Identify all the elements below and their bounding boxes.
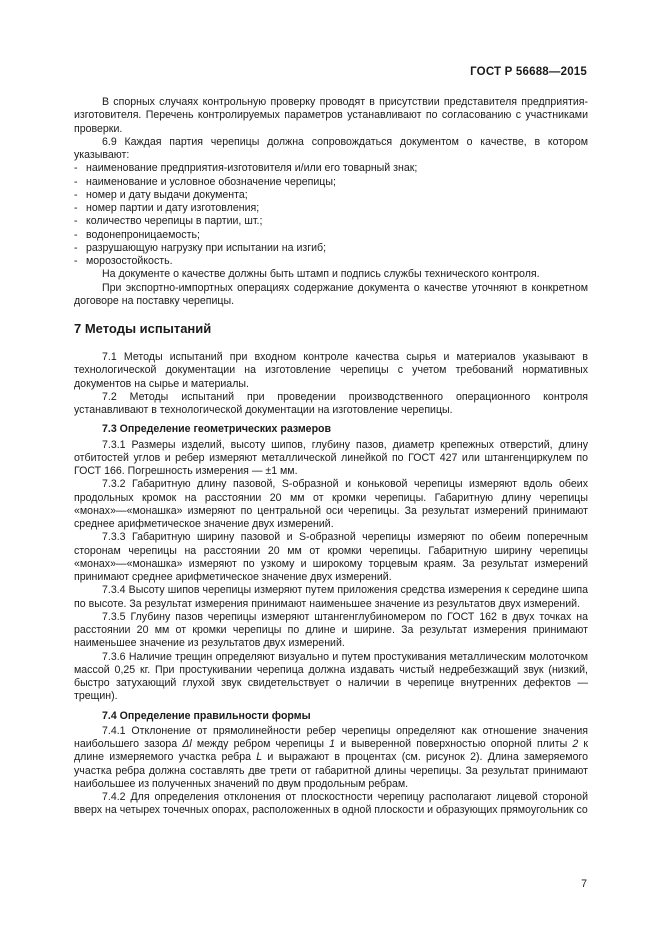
page-body	[74, 96, 588, 818]
list-item: - наименование и условное обозначение черепицы;	[74, 175, 336, 188]
list-item: - морозостойкость.	[74, 255, 173, 267]
list-item: - водонепроницаемость;	[74, 228, 200, 241]
paragraph-dispute: В спорных случаях контрольную проверку проводят в присутствии представителя предприятия-изготовителя. Перечень контролируемых параметров устанавливают по согласованию с участниками проверки.	[74, 96, 588, 135]
paragraph-6-9: 6.9 Каждая партия черепицы должна сопровождаться документом о качестве, в котором указывают:	[74, 135, 588, 161]
paragraph-7-2: 7.2 Методы испытаний при проведении производственного операционного контроля устанавливают в технологической документации на изготовление черепицы.	[74, 390, 588, 416]
paragraph-7-3-3: 7.3.3 Габаритную ширину пазовой и S-образной черепицы измеряют по обеим поперечным сторонам черепицы на расстоянии 20 мм от кромки черепицы. Габаритную ширину черепицы «монах»—«монашка» измеряют по узкому и широкому торцевым краям. За результат измерений принимают среднее арифметическое значение двух измерений.	[74, 531, 588, 583]
document-header: ГОСТ Р 56688—2015	[470, 66, 587, 78]
paragraph-7-3-5: 7.3.5 Глубину пазов черепицы измеряют штангенглубиномером по ГОСТ 162 в двух точках на расстоянии 20 мм от кромки черепицы по длине и ширине. За результат измерения принимают наименьшее значение из результатов двух измерений.	[74, 610, 588, 650]
paragraph-7-1: 7.1 Методы испытаний при входном контроле качества сырья и материалов указывают в технологической документации на изготовление черепицы с учетом требований нормативных документов на сырье и материалы.	[74, 351, 588, 390]
subsection-7-3-title: 7.3 Определение геометрических размеров	[102, 423, 332, 436]
list-item: - наименование предприятия-изготовителя и/или его товарный знак;	[74, 162, 418, 175]
paragraph-export: При экспортно-импортных операциях содержание документа о качестве уточняют в конкретном договоре на поставку черепицы.	[74, 281, 588, 307]
list-item: - количество черепицы в партии, шт.;	[74, 215, 263, 228]
paragraph-7-4-2: 7.4.2 Для определения отклонения от плоскостности черепицу располагают лицевой стороной вверх на четырех точечных опорах, расположенных в одной плоскости и образующих прямоугольник со	[74, 791, 588, 817]
page-number: 7	[581, 878, 587, 890]
paragraph-7-4-1: 7.4.1 Отклонение от прямолинейности ребер черепицы определяют как отношение значения наибольшего зазора Δl между ребром черепицы 1 и выверенной поверхностью опорной плиты 2 к длине измеряемого участка ребра L и выражают в процентах (см. рисунок 2). Длина замеряемого участка ребра должна составлять две трети от габаритной длины черепицы. За результат принимают наибольшее из полученных значений по двум продольным ребрам.	[74, 724, 589, 790]
quality-document-list	[74, 162, 588, 268]
paragraph-7-3-6: 7.3.6 Наличие трещин определяют визуально и путем простукивания металлическим молоточком массой 0,25 кг. При простукивании черепица должна издавать чистый недребезжащий звук (низкий, быстро затухающий глухой звук свидетельствует о наличии в черепице внутренних дефектов — трещин).	[74, 650, 588, 703]
list-item: - разрушающую нагрузку при испытании на изгиб;	[74, 241, 327, 254]
list-item: - номер и дату выдачи документа;	[74, 188, 248, 201]
section-7-title: 7 Методы испытаний	[74, 321, 212, 336]
subsection-7-4-title: 7.4 Определение правильности формы	[102, 709, 311, 722]
paragraph-7-3-1: 7.3.1 Размеры изделий, высоту шипов, глубину пазов, диаметр крепежных отверстий, длину отбитостей углов и ребер измеряют металлической линейкой по ГОСТ 427 или штангенциркулем по ГОСТ 166. Погрешность измерения — ±1 мм.	[74, 438, 588, 477]
paragraph-7-3-2: 7.3.2 Габаритную длину пазовой, S-образной и коньковой черепицы измеряют вдоль обеих продольных кромок на расстоянии 20 мм от кромки черепицы. Габаритную длину черепицы «монах»—«монашка» измеряют по центральной оси черепицы. За результат измерений принимают среднее арифметическое значение двух измерений.	[74, 478, 588, 530]
paragraph-7-3-4: 7.3.4 Высоту шипов черепицы измеряют путем приложения средства измерения к середине шипа по высоте. За результат измерения принимают наименьшее значение из результатов двух измерений.	[74, 584, 588, 610]
list-item: - номер партии и дату изготовления;	[74, 202, 260, 214]
paragraph-stamp: На документе о качестве должны быть штамп и подпись службы технического контроля.	[102, 268, 540, 281]
